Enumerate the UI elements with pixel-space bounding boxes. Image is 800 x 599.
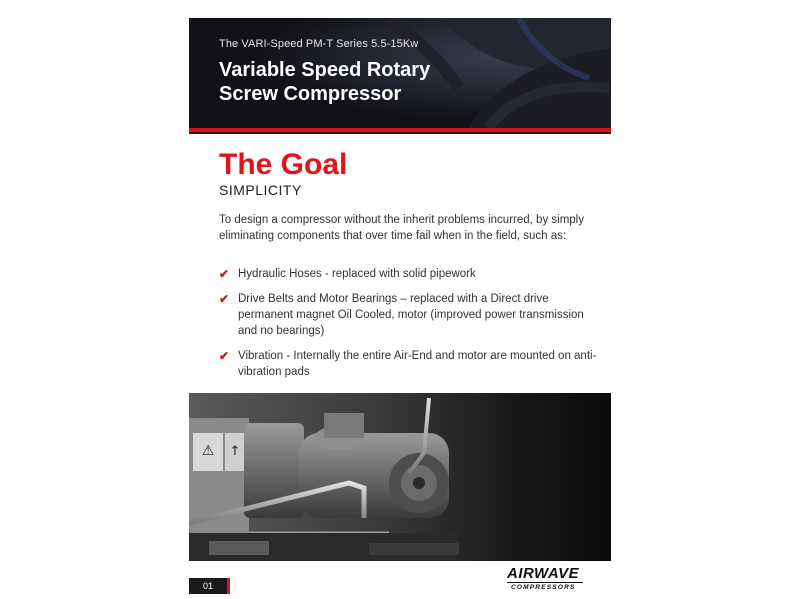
list-item-text: Drive Belts and Motor Bearings – replaced with a Direct drive permanent magnet Oil Cooled, motor (improved power transmission and no bearings)	[238, 293, 584, 337]
brochure-page	[189, 18, 611, 599]
goal-heading: The Goal	[219, 148, 348, 181]
page-number: 01	[189, 578, 227, 594]
logo-tagline: COMPRESSORS	[511, 584, 576, 591]
compressor-photo	[189, 393, 611, 561]
banner-title-line-1: Variable Speed Rotary	[219, 59, 431, 81]
logo-wordmark: AIRWAVE	[507, 565, 580, 582]
list-item	[219, 348, 599, 380]
svg-text:↑: ↑	[229, 444, 241, 459]
check-icon: ✔	[219, 267, 230, 281]
header-banner	[189, 18, 611, 128]
goal-subheading: SIMPLICITY	[219, 182, 302, 198]
benefits-list	[219, 266, 599, 389]
airwave-logo	[507, 565, 587, 595]
check-icon: ✔	[219, 292, 230, 306]
logo-underline	[507, 582, 583, 583]
check-icon: ✔	[219, 349, 230, 363]
banner-title	[219, 58, 430, 106]
dark-divider	[189, 132, 611, 134]
svg-text:⚠: ⚠	[201, 443, 215, 459]
banner-subtitle: The VARI-Speed PM-T Series 5.5-15Kw	[219, 38, 419, 50]
banner-title-line-2: Screw Compressor	[219, 83, 402, 105]
list-item-text: Vibration - Internally the entire Air-End and motor are mounted on anti-vibration pads	[238, 350, 597, 378]
intro-paragraph: To design a compressor without the inherit problems incurred, by simply eliminating components that over time fail when in the field, such as:	[219, 214, 584, 242]
list-item	[219, 291, 599, 339]
compressor-illustration	[189, 393, 611, 561]
list-item-text: Hydraulic Hoses - replaced with solid pipework	[238, 268, 476, 280]
page-number-accent	[227, 578, 230, 594]
list-item	[219, 266, 599, 282]
